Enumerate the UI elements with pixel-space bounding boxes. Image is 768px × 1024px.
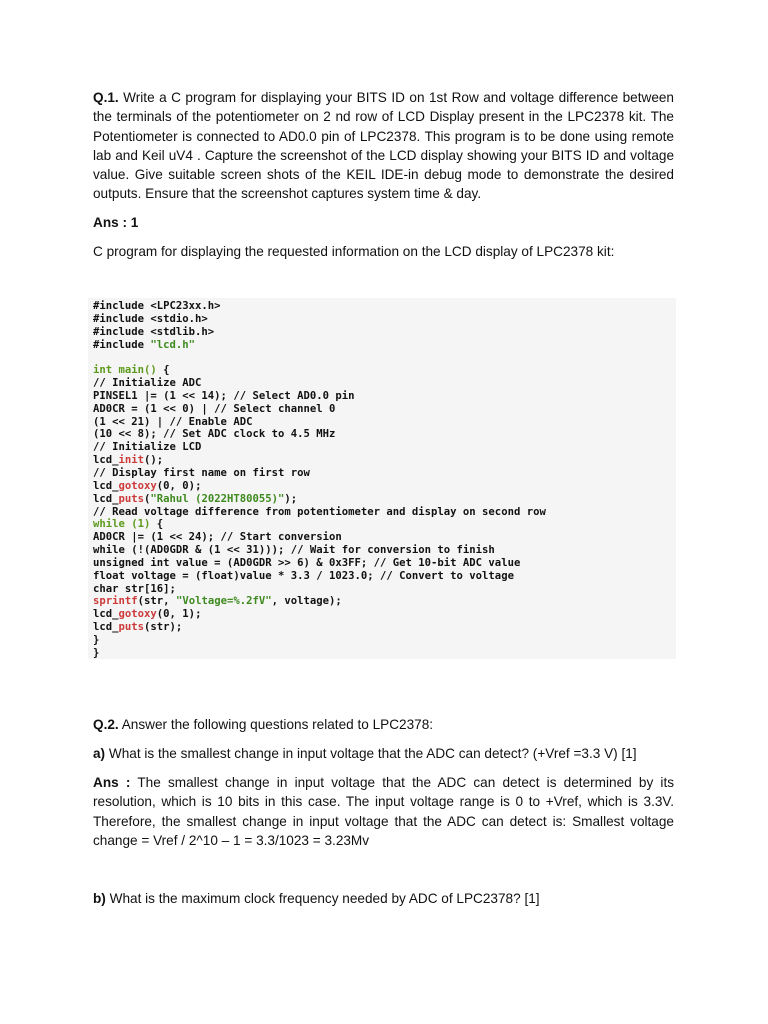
code-line: lcd_puts(str); xyxy=(93,621,183,634)
code-line: } xyxy=(93,646,100,659)
code-line: // Initialize LCD xyxy=(93,441,202,454)
code-line: } xyxy=(93,633,100,646)
code-line: int main() { xyxy=(93,364,170,377)
answer-2a-label: Ans : xyxy=(93,775,131,790)
question-1 xyxy=(93,88,674,204)
code-block xyxy=(88,298,676,659)
code-line: (1 << 21) | // Enable ADC xyxy=(93,415,253,428)
question-2b xyxy=(93,889,674,908)
code-line: // Initialize ADC xyxy=(93,377,202,390)
code-line: while (1) { xyxy=(93,518,164,531)
answer-1-heading xyxy=(93,213,674,232)
code-line: (10 << 8); // Set ADC clock to 4.5 MHz xyxy=(93,428,336,441)
answer-1-intro: C program for displaying the requested information on the LCD display of LPC2378 kit: xyxy=(93,244,615,259)
code-line: lcd_puts("Rahul (2022HT80055)"); xyxy=(93,492,298,505)
question-2a-text: What is the smallest change in input voltage that the ADC can detect? (+Vref =3.3 V) [1] xyxy=(108,746,637,761)
code-line: lcd_gotoxy(0, 0); xyxy=(93,479,202,492)
answer-1-label: Ans : 1 xyxy=(93,215,139,230)
answer-2a xyxy=(93,773,674,850)
code-line: AD0CR |= (1 << 24); // Start conversion xyxy=(93,531,342,544)
question-2b-text: What is the maximum clock frequency needed by ADC of LPC2378? [1] xyxy=(109,891,540,906)
code-line: PINSEL1 |= (1 << 14); // Select AD0.0 pin xyxy=(93,389,355,402)
code-line: lcd_gotoxy(0, 1); xyxy=(93,608,202,621)
code-line: sprintf(str, "Voltage=%.2fV", voltage); xyxy=(93,595,342,608)
code-line: // Read voltage difference from potentiometer and display on second row xyxy=(93,505,546,518)
code-line: while (!(AD0GDR & (1 << 31))); // Wait for conversion to finish xyxy=(93,544,495,557)
code-line: AD0CR = (1 << 0) | // Select channel 0 xyxy=(93,402,336,415)
code-line: // Display first name on first row xyxy=(93,466,310,479)
code-line: #include <stdio.h> xyxy=(93,312,208,325)
code-line: #include <stdlib.h> xyxy=(93,325,215,338)
code-line: unsigned int value = (AD0GDR >> 6) & 0x3FF; // Get 10-bit ADC value xyxy=(93,556,521,569)
code-line: char str[16]; xyxy=(93,582,176,595)
question-2a xyxy=(93,744,674,763)
code-line: float voltage = (float)value * 3.3 / 1023.0; // Convert to voltage xyxy=(93,569,514,582)
question-2-text: Answer the following questions related to LPC2378: xyxy=(121,717,434,732)
code-listing xyxy=(88,298,676,660)
question-2b-label: b) xyxy=(93,891,106,906)
question-2-label: Q.2. xyxy=(93,717,119,732)
question-1-label: Q.1. xyxy=(93,90,119,105)
question-1-text: Write a C program for displaying your BITS ID on 1st Row and voltage difference between the terminals of the potentiometer on 2 nd row of LCD Display present in the LPC2378 kit. The Potentiometer is connected to AD0.0 pin of LPC2378. This program is to be done using remote lab and Keil uV4 . Capture the screenshot of the LCD display showing your BITS ID and voltage value. Give suitable screen shots of the KEIL IDE-in debug mode to demonstrate the desired outputs. Ensure that the screenshot captures system time & day. xyxy=(93,90,674,202)
answer-2a-text: The smallest change in input voltage that the ADC can detect is determined by its resolution, which is 10 bits in this case. The input voltage range is 0 to +Vref, which is 3.3V. Therefore, the smallest change in input voltage that the ADC can detect is: Smallest voltage change = Vref / 2^10 – 1 = 3.3/1023 = 3.23Mv xyxy=(93,775,675,848)
code-line: #include "lcd.h" xyxy=(93,338,196,351)
question-2 xyxy=(93,715,674,734)
code-line: lcd_init(); xyxy=(93,454,164,467)
question-2a-label: a) xyxy=(93,746,106,761)
code-line: #include <LPC23xx.h> xyxy=(93,300,221,312)
